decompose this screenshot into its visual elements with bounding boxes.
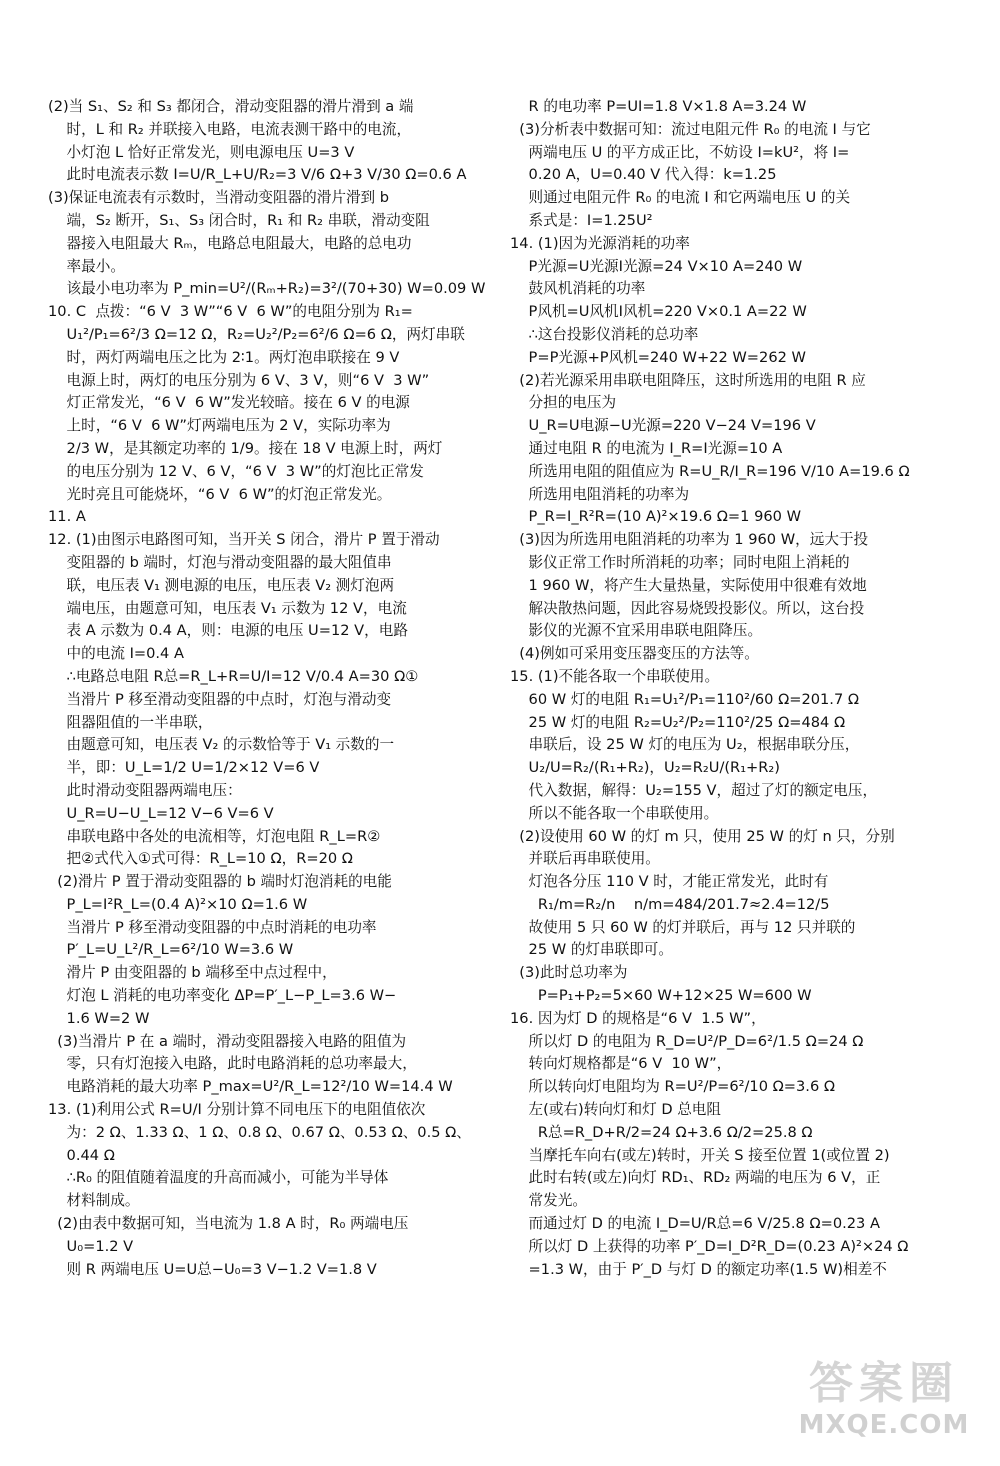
text-line: 滑片 P 由变阻器的 b 端移至中点过程中，	[48, 964, 337, 982]
text-line: R总=R_D+R/2=24 Ω+3.6 Ω/2=25.8 Ω	[510, 1123, 813, 1141]
text-line: U₀=1.2 V	[48, 1237, 134, 1255]
text-line: 时，两灯两端电压之比为 2∶1。两灯泡串联接在 9 V	[48, 348, 400, 366]
text-line: 当摩托车向右(或左)转时，开关 S 接至位置 1(或位置 2)	[510, 1146, 890, 1164]
text-line: 并联后再串联使用。	[510, 850, 660, 868]
text-line: P光源=U光源I光源=24 V×10 A=240 W	[510, 257, 803, 275]
text-line: 所以转向灯电阻均为 R=U²/P=6²/10 Ω=3.6 Ω	[510, 1078, 836, 1096]
text-line: 的电压分别为 12 V、6 V，“6 V 3 W”的灯泡比正常发	[48, 462, 424, 480]
text-line: P=P₁+P₂=5×60 W+12×25 W=600 W	[510, 987, 812, 1005]
text-line: 11. A	[48, 508, 86, 526]
text-line: U_R=U电源−U光源=220 V−24 V=196 V	[510, 417, 816, 435]
text-line: 上时，“6 V 6 W”灯两端电压为 2 V，实际功率为	[48, 417, 391, 435]
text-line: U_R=U−U_L=12 V−6 V=6 V	[48, 804, 274, 822]
text-line: (2)当 S₁、S₂ 和 S₃ 都闭合，滑动变阻器的滑片滑到 a 端	[48, 98, 414, 115]
text-line: 转向灯规格都是“6 V 10 W”，	[510, 1055, 732, 1073]
text-line: 则通过电阻元件 R₀ 的电流 I 和它两端电压 U 的关	[510, 189, 851, 207]
text-line: (3)保证电流表有示数时，当滑动变阻器的滑片滑到 b	[48, 189, 390, 207]
text-line: 灯泡 L 消耗的电功率变化 ΔP=P′_L−P_L=3.6 W−	[48, 987, 397, 1005]
text-line: P风机=U风机I风机=220 V×0.1 A=22 W	[510, 303, 807, 321]
text-line: 通过电阻 R 的电流为 I_R=I光源=10 A	[510, 439, 783, 457]
text-line: (3)因为所选用电阻消耗的功率为 1 960 W，远大于投	[510, 531, 869, 549]
watermark-url: MXQE.COM	[798, 1410, 970, 1440]
text-line: 小灯泡 L 恰好正常发光，则电源电压 U=3 V	[48, 143, 355, 161]
text-line: 零，只有灯泡接入电路，此时电路消耗的总功率最大，	[48, 1055, 417, 1073]
text-line: 所选用电阻的阻值应为 R=U_R/I_R=196 V/10 A=19.6 Ω	[510, 462, 910, 480]
text-line: 当滑片 P 移至滑动变阻器的中点时，灯泡与滑动变	[48, 690, 392, 708]
text-line: (2)若光源采用串联电阻降压，这时所选用的电阻 R 应	[510, 371, 866, 389]
text-line: 串联后，设 25 W 灯的电压为 U₂，根据串联分压，	[510, 736, 860, 754]
text-line: 0.20 A，U=0.40 V 代入得：k=1.25	[510, 166, 777, 184]
text-line: P_R=I_R²R=(10 A)²×19.6 Ω=1 960 W	[510, 508, 801, 526]
text-line: 代入数据，解得：U₂=155 V，超过了灯的额定电压，	[510, 781, 878, 799]
text-line: 联，电压表 V₁ 测电源的电压，电压表 V₂ 测灯泡两	[48, 576, 395, 594]
text-line: R 的电功率 P=UI=1.8 V×1.8 A=3.24 W	[510, 98, 807, 115]
text-line: 灯正常发光，“6 V 6 W”发光较暗。接在 6 V 的电源	[48, 394, 410, 412]
text-line: R₁/m=R₂/n n/m=484/201.7≈2.4=12/5	[510, 895, 830, 913]
text-line: 系式是：I=1.25U²	[510, 211, 653, 229]
text-line: 器接入电阻最大 Rₘ，电路总电阻最大，电路的总电功	[48, 234, 412, 252]
text-line: 灯泡各分压 110 V 时，才能正常发光，此时有	[510, 873, 829, 891]
text-line: 变阻器的 b 端时，灯泡与滑动变阻器的最大阻值串	[48, 553, 392, 571]
text-line: 该最小电功率为 P_min=U²/(Rₘ+R₂)=3²/(70+30) W=0.09 W	[48, 280, 486, 298]
text-line: 13. (1)利用公式 R=U/I 分别计算不同电压下的电阻值依次	[48, 1101, 426, 1119]
text-line: (2)设使用 60 W 的灯 m 只，使用 25 W 的灯 n 只，分别	[510, 827, 895, 845]
text-line: 14. (1)因为光源消耗的功率	[510, 234, 690, 252]
text-line: U₂/U=R₂/(R₁+R₂)，U₂=R₂U/(R₁+R₂)	[510, 759, 780, 777]
text-line: 端，S₂ 断开，S₁、S₃ 闭合时，R₁ 和 R₂ 串联，滑动变阻	[48, 211, 430, 229]
text-line: 分担的电压为	[510, 394, 617, 412]
text-line: 鼓风机消耗的功率	[510, 280, 646, 298]
text-line: 所选用电阻消耗的功率为	[510, 485, 690, 503]
text-line: 材料制成。	[48, 1192, 140, 1210]
text-line: 半，即：U_L=1/2 U=1/2×12 V=6 V	[48, 759, 320, 777]
text-line: 此时电流表示数 I=U/R_L+U/R₂=3 V/6 Ω+3 V/30 Ω=0.6 A	[48, 166, 467, 184]
text-line: 此时右转(或左)向灯 RD₁、RD₂ 两端的电压为 6 V，正	[510, 1169, 881, 1187]
text-line: 所以不能各取一个串联使用。	[510, 804, 719, 822]
text-line: 12. (1)由图示电路图可知，当开关 S 闭合，滑片 P 置于滑动	[48, 531, 440, 549]
text-line: 电路消耗的最大功率 P_max=U²/R_L=12²/10 W=14.4 W	[48, 1078, 453, 1096]
text-line: =1.3 W，由于 P′_D 与灯 D 的额定功率(1.5 W)相差不	[510, 1260, 887, 1278]
text-line: 影仪正常工作时所消耗的功率；同时电阻上消耗的	[510, 553, 850, 571]
text-line: 10. C 点拨：“6 V 3 W”“6 V 6 W”的电阻分别为 R₁=	[48, 303, 413, 321]
text-line: 率最小。	[48, 257, 125, 275]
left-column	[48, 96, 486, 1281]
text-line: 所以灯 D 上获得的功率 P′_D=I_D²R_D=(0.23 A)²×24 Ω	[510, 1237, 909, 1255]
text-line: 左(或右)转向灯和灯 D 总电阻	[510, 1101, 721, 1119]
text-line: 影仪的光源不宜采用串联电阻降压。	[510, 622, 763, 640]
text-line: 而通过灯 D 的电流 I_D=U/R总=6 V/25.8 Ω=0.23 A	[510, 1215, 880, 1233]
text-line: 1 960 W，将产生大量热量，实际使用中很难有效地	[510, 576, 867, 594]
text-line: 常发光。	[510, 1192, 587, 1210]
text-line: 16. 因为灯 D 的规格是“6 V 1.5 W”，	[510, 1009, 766, 1027]
text-line: 电源上时，两灯的电压分别为 6 V、3 V，则“6 V 3 W”	[48, 371, 430, 389]
text-line: ∴R₀ 的阻值随着温度的升高而减小，可能为半导体	[48, 1169, 389, 1187]
text-line: ∴这台投影仪消耗的总功率	[510, 325, 699, 343]
text-line: (3)此时总功率为	[510, 964, 628, 982]
text-line: (2)由表中数据可知，当电流为 1.8 A 时，R₀ 两端电压	[48, 1215, 409, 1233]
text-line: 表 A 示数为 0.4 A，则：电源的电压 U=12 V，电路	[48, 622, 408, 640]
text-line: 当滑片 P 移至滑动变阻器的中点时消耗的电功率	[48, 918, 377, 936]
text-line: ∴电路总电阻 R总=R_L+R=U/I=12 V/0.4 A=30 Ω①	[48, 667, 419, 685]
text-line: 光时亮且可能烧坏，“6 V 6 W”的灯泡正常发光。	[48, 485, 392, 503]
text-line: 端电压，由题意可知，电压表 V₁ 示数为 12 V，电流	[48, 599, 407, 617]
text-line: 15. (1)不能各取一个串联使用。	[510, 667, 720, 685]
text-line: 60 W 灯的电阻 R₁=U₁²/P₁=110²/60 Ω=201.7 Ω	[510, 690, 860, 708]
text-line: (4)例如可采用变压器变压的方法等。	[510, 645, 759, 663]
text-line: 此时滑动变阻器两端电压：	[48, 781, 242, 799]
text-line: 阻器阻值的一半串联，	[48, 713, 213, 731]
text-line: 中的电流 I=0.4 A	[48, 645, 184, 663]
right-column	[510, 96, 962, 1281]
text-line: (3)分析表中数据可知：流过电阻元件 R₀ 的电流 I 与它	[510, 120, 871, 138]
text-line: 0.44 Ω	[48, 1146, 115, 1164]
text-line: P_L=I²R_L=(0.4 A)²×10 Ω=1.6 W	[48, 895, 308, 913]
text-line: 则 R 两端电压 U=U总−U₀=3 V−1.2 V=1.8 V	[48, 1260, 377, 1278]
text-line: (3)当滑片 P 在 a 端时，滑动变阻器接入电路的阻值为	[48, 1032, 407, 1050]
text-line: 解决散热问题，因此容易烧毁投影仪。所以，这台投	[510, 599, 865, 617]
text-line: 所以灯 D 的电阻为 R_D=U²/P_D=6²/1.5 Ω=24 Ω	[510, 1032, 864, 1050]
text-line: 由题意可知，电压表 V₂ 的示数恰等于 V₁ 示数的一	[48, 736, 395, 754]
text-line: (2)滑片 P 置于滑动变阻器的 b 端时灯泡消耗的电能	[48, 873, 392, 891]
text-line: 两端电压 U 的平方成正比，不妨设 I=kU²，将 I=	[510, 143, 850, 161]
text-line: 为：2 Ω、1.33 Ω、1 Ω、0.8 Ω、0.67 Ω、0.53 Ω、0.5 Ω、	[48, 1123, 471, 1141]
text-line: 把②式代入①式可得：R_L=10 Ω，R=20 Ω	[48, 850, 353, 868]
text-line: P′_L=U_L²/R_L=6²/10 W=3.6 W	[48, 941, 294, 959]
text-line: 1.6 W=2 W	[48, 1009, 150, 1027]
text-line: 25 W 灯的电阻 R₂=U₂²/P₂=110²/25 Ω=484 Ω	[510, 713, 846, 731]
text-line: 2/3 W，是其额定功率的 1/9。接在 18 V 电源上时，两灯	[48, 439, 443, 457]
watermark-logo	[784, 1358, 984, 1444]
text-line: U₁²/P₁=6²/3 Ω=12 Ω，R₂=U₂²/P₂=6²/6 Ω=6 Ω，两灯串联	[48, 325, 465, 343]
watermark-logo-text: 答案圈	[809, 1358, 959, 1409]
text-line: 故使用 5 只 60 W 的灯并联后，再与 12 只并联的	[510, 918, 856, 936]
text-line: 25 W 的灯串联即可。	[510, 941, 673, 959]
text-line: 时，L 和 R₂ 并联接入电路，电流表测干路中的电流，	[48, 120, 412, 138]
text-line: P=P光源+P风机=240 W+22 W=262 W	[510, 348, 806, 366]
text-line: 串联电路中各处的电流相等，灯泡电阻 R_L=R②	[48, 827, 381, 845]
